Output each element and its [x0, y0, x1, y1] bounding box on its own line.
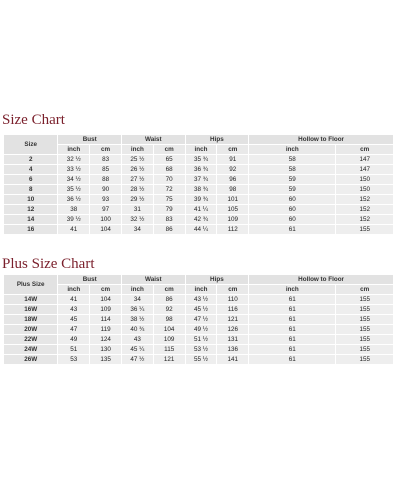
- measurement-group-header: Hips: [186, 135, 249, 144]
- cm-unit-header: cm: [217, 145, 248, 154]
- size-cell: 6: [4, 175, 57, 184]
- unit-row: [4, 285, 393, 294]
- size-column-header: Plus Size: [4, 275, 57, 294]
- table-row: [4, 325, 393, 334]
- table-row: [4, 165, 393, 174]
- measurement-cell: 41: [58, 225, 89, 234]
- table-row: [4, 215, 393, 224]
- measurement-cell: 135: [90, 355, 121, 364]
- measurement-cell: 43: [122, 335, 153, 344]
- measurement-cell: 59: [249, 185, 335, 194]
- measurement-cell: 35 ¾: [186, 155, 217, 164]
- header-row: [4, 275, 393, 284]
- measurement-cell: 60: [249, 215, 335, 224]
- table-row: [4, 155, 393, 164]
- measurement-cell: 121: [154, 355, 185, 364]
- table-row: [4, 195, 393, 204]
- measurement-cell: 112: [217, 225, 248, 234]
- size-chart-table: [3, 134, 394, 235]
- measurement-cell: 101: [217, 195, 248, 204]
- measurement-cell: 39 ¾: [186, 195, 217, 204]
- table-row: [4, 355, 393, 364]
- measurement-cell: 38: [58, 205, 89, 214]
- size-cell: 12: [4, 205, 57, 214]
- size-column-header: Size: [4, 135, 57, 154]
- measurement-cell: 31: [122, 205, 153, 214]
- inch-unit-header: inch: [249, 145, 335, 154]
- measurement-cell: 47 ½: [186, 315, 217, 324]
- measurement-cell: 60: [249, 195, 335, 204]
- measurement-cell: 39 ½: [58, 215, 89, 224]
- measurement-cell: 155: [336, 325, 393, 334]
- measurement-cell: 68: [154, 165, 185, 174]
- measurement-cell: 51: [58, 345, 89, 354]
- measurement-cell: 83: [90, 155, 121, 164]
- measurement-cell: 36 ¾: [186, 165, 217, 174]
- table-row: [4, 335, 393, 344]
- measurement-cell: 70: [154, 175, 185, 184]
- measurement-cell: 27 ½: [122, 175, 153, 184]
- measurement-cell: 85: [90, 165, 121, 174]
- size-cell: 10: [4, 195, 57, 204]
- measurement-cell: 53: [58, 355, 89, 364]
- measurement-cell: 61: [249, 355, 335, 364]
- measurement-cell: 28 ½: [122, 185, 153, 194]
- size-cell: 4: [4, 165, 57, 174]
- measurement-cell: 49 ½: [186, 325, 217, 334]
- measurement-cell: 25 ½: [122, 155, 153, 164]
- measurement-cell: 152: [336, 205, 393, 214]
- measurement-cell: 61: [249, 345, 335, 354]
- size-cell: 14: [4, 215, 57, 224]
- cm-unit-header: cm: [154, 285, 185, 294]
- measurement-cell: 42 ¾: [186, 215, 217, 224]
- size-cell: 26W: [4, 355, 57, 364]
- measurement-cell: 126: [217, 325, 248, 334]
- measurement-cell: 110: [217, 295, 248, 304]
- measurement-cell: 65: [154, 155, 185, 164]
- size-cell: 20W: [4, 325, 57, 334]
- measurement-cell: 124: [90, 335, 121, 344]
- measurement-cell: 40 ¾: [122, 325, 153, 334]
- table-row: [4, 315, 393, 324]
- measurement-group-header: Bust: [58, 275, 121, 284]
- cm-unit-header: cm: [154, 145, 185, 154]
- table-row: [4, 175, 393, 184]
- measurement-cell: 43: [58, 305, 89, 314]
- measurement-cell: 86: [154, 295, 185, 304]
- measurement-cell: 47: [58, 325, 89, 334]
- measurement-cell: 104: [90, 225, 121, 234]
- size-cell: 22W: [4, 335, 57, 344]
- measurement-cell: 41: [58, 295, 89, 304]
- measurement-group-header: Hollow to Floor: [249, 275, 393, 284]
- measurement-cell: 41 ¼: [186, 205, 217, 214]
- measurement-cell: 61: [249, 305, 335, 314]
- measurement-cell: 130: [90, 345, 121, 354]
- measurement-group-header: Hips: [186, 275, 249, 284]
- measurement-cell: 35 ½: [58, 185, 89, 194]
- measurement-cell: 152: [336, 215, 393, 224]
- measurement-cell: 58: [249, 155, 335, 164]
- size-cell: 16W: [4, 305, 57, 314]
- size-cell: 16: [4, 225, 57, 234]
- size-cell: 8: [4, 185, 57, 194]
- measurement-group-header: Waist: [122, 275, 185, 284]
- measurement-cell: 83: [154, 215, 185, 224]
- measurement-cell: 61: [249, 335, 335, 344]
- measurement-cell: 86: [154, 225, 185, 234]
- measurement-cell: 58: [249, 165, 335, 174]
- measurement-cell: 155: [336, 305, 393, 314]
- measurement-cell: 79: [154, 205, 185, 214]
- cm-unit-header: cm: [90, 285, 121, 294]
- measurement-cell: 141: [217, 355, 248, 364]
- size-cell: 18W: [4, 315, 57, 324]
- measurement-cell: 61: [249, 225, 335, 234]
- measurement-cell: 155: [336, 225, 393, 234]
- measurement-cell: 38 ¾: [186, 185, 217, 194]
- table-row: [4, 205, 393, 214]
- measurement-cell: 55 ½: [186, 355, 217, 364]
- measurement-cell: 155: [336, 335, 393, 344]
- measurement-cell: 97: [90, 205, 121, 214]
- measurement-cell: 32 ½: [122, 215, 153, 224]
- measurement-cell: 109: [90, 305, 121, 314]
- measurement-cell: 98: [154, 315, 185, 324]
- measurement-cell: 150: [336, 185, 393, 194]
- cm-unit-header: cm: [336, 145, 393, 154]
- measurement-cell: 109: [154, 335, 185, 344]
- measurement-cell: 92: [217, 165, 248, 174]
- inch-unit-header: inch: [186, 285, 217, 294]
- measurement-cell: 91: [217, 155, 248, 164]
- measurement-cell: 147: [336, 155, 393, 164]
- measurement-cell: 34 ½: [58, 175, 89, 184]
- measurement-cell: 96: [217, 175, 248, 184]
- measurement-cell: 92: [154, 305, 185, 314]
- measurement-cell: 61: [249, 315, 335, 324]
- measurement-cell: 75: [154, 195, 185, 204]
- measurement-cell: 45 ¼: [122, 345, 153, 354]
- measurement-cell: 45 ½: [186, 305, 217, 314]
- measurement-cell: 32 ½: [58, 155, 89, 164]
- measurement-group-header: Bust: [58, 135, 121, 144]
- measurement-cell: 105: [217, 205, 248, 214]
- measurement-cell: 155: [336, 315, 393, 324]
- measurement-cell: 98: [217, 185, 248, 194]
- measurement-cell: 34: [122, 225, 153, 234]
- measurement-cell: 37 ¾: [186, 175, 217, 184]
- inch-unit-header: inch: [122, 145, 153, 154]
- size-chart-title: Size Chart: [2, 112, 65, 128]
- measurement-cell: 34: [122, 295, 153, 304]
- header-row: [4, 135, 393, 144]
- cm-unit-header: cm: [90, 145, 121, 154]
- inch-unit-header: inch: [122, 285, 153, 294]
- measurement-cell: 116: [217, 305, 248, 314]
- measurement-cell: 150: [336, 175, 393, 184]
- plus-size-chart-table: [3, 274, 394, 365]
- cm-unit-header: cm: [336, 285, 393, 294]
- measurement-cell: 43 ½: [186, 295, 217, 304]
- measurement-cell: 51 ½: [186, 335, 217, 344]
- measurement-cell: 38 ½: [122, 315, 153, 324]
- measurement-cell: 44 ¼: [186, 225, 217, 234]
- measurement-cell: 72: [154, 185, 185, 194]
- measurement-cell: 114: [90, 315, 121, 324]
- measurement-cell: 155: [336, 355, 393, 364]
- measurement-cell: 147: [336, 165, 393, 174]
- measurement-cell: 61: [249, 295, 335, 304]
- cm-unit-header: cm: [217, 285, 248, 294]
- measurement-cell: 53 ½: [186, 345, 217, 354]
- measurement-cell: 47 ½: [122, 355, 153, 364]
- measurement-cell: 109: [217, 215, 248, 224]
- measurement-cell: 152: [336, 195, 393, 204]
- measurement-cell: 45: [58, 315, 89, 324]
- measurement-cell: 131: [217, 335, 248, 344]
- table-row: [4, 295, 393, 304]
- measurement-cell: 36 ½: [58, 195, 89, 204]
- inch-unit-header: inch: [186, 145, 217, 154]
- measurement-cell: 49: [58, 335, 89, 344]
- measurement-cell: 121: [217, 315, 248, 324]
- size-cell: 14W: [4, 295, 57, 304]
- measurement-cell: 59: [249, 175, 335, 184]
- table-row: [4, 345, 393, 354]
- measurement-cell: 93: [90, 195, 121, 204]
- measurement-cell: 88: [90, 175, 121, 184]
- measurement-cell: 26 ½: [122, 165, 153, 174]
- measurement-cell: 136: [217, 345, 248, 354]
- measurement-cell: 155: [336, 345, 393, 354]
- measurement-cell: 104: [90, 295, 121, 304]
- measurement-cell: 33 ½: [58, 165, 89, 174]
- unit-row: [4, 145, 393, 154]
- measurement-cell: 60: [249, 205, 335, 214]
- plus-size-chart-title: Plus Size Chart: [2, 256, 95, 272]
- inch-unit-header: inch: [249, 285, 335, 294]
- measurement-group-header: Waist: [122, 135, 185, 144]
- inch-unit-header: inch: [58, 145, 89, 154]
- measurement-cell: 115: [154, 345, 185, 354]
- measurement-cell: 90: [90, 185, 121, 194]
- measurement-cell: 119: [90, 325, 121, 334]
- measurement-cell: 104: [154, 325, 185, 334]
- measurement-cell: 100: [90, 215, 121, 224]
- table-row: [4, 305, 393, 314]
- measurement-cell: 36 ¼: [122, 305, 153, 314]
- measurement-cell: 29 ½: [122, 195, 153, 204]
- table-row: [4, 185, 393, 194]
- table-row: [4, 225, 393, 234]
- measurement-group-header: Hollow to Floor: [249, 135, 393, 144]
- measurement-cell: 61: [249, 325, 335, 334]
- inch-unit-header: inch: [58, 285, 89, 294]
- measurement-cell: 155: [336, 295, 393, 304]
- size-cell: 2: [4, 155, 57, 164]
- size-cell: 24W: [4, 345, 57, 354]
